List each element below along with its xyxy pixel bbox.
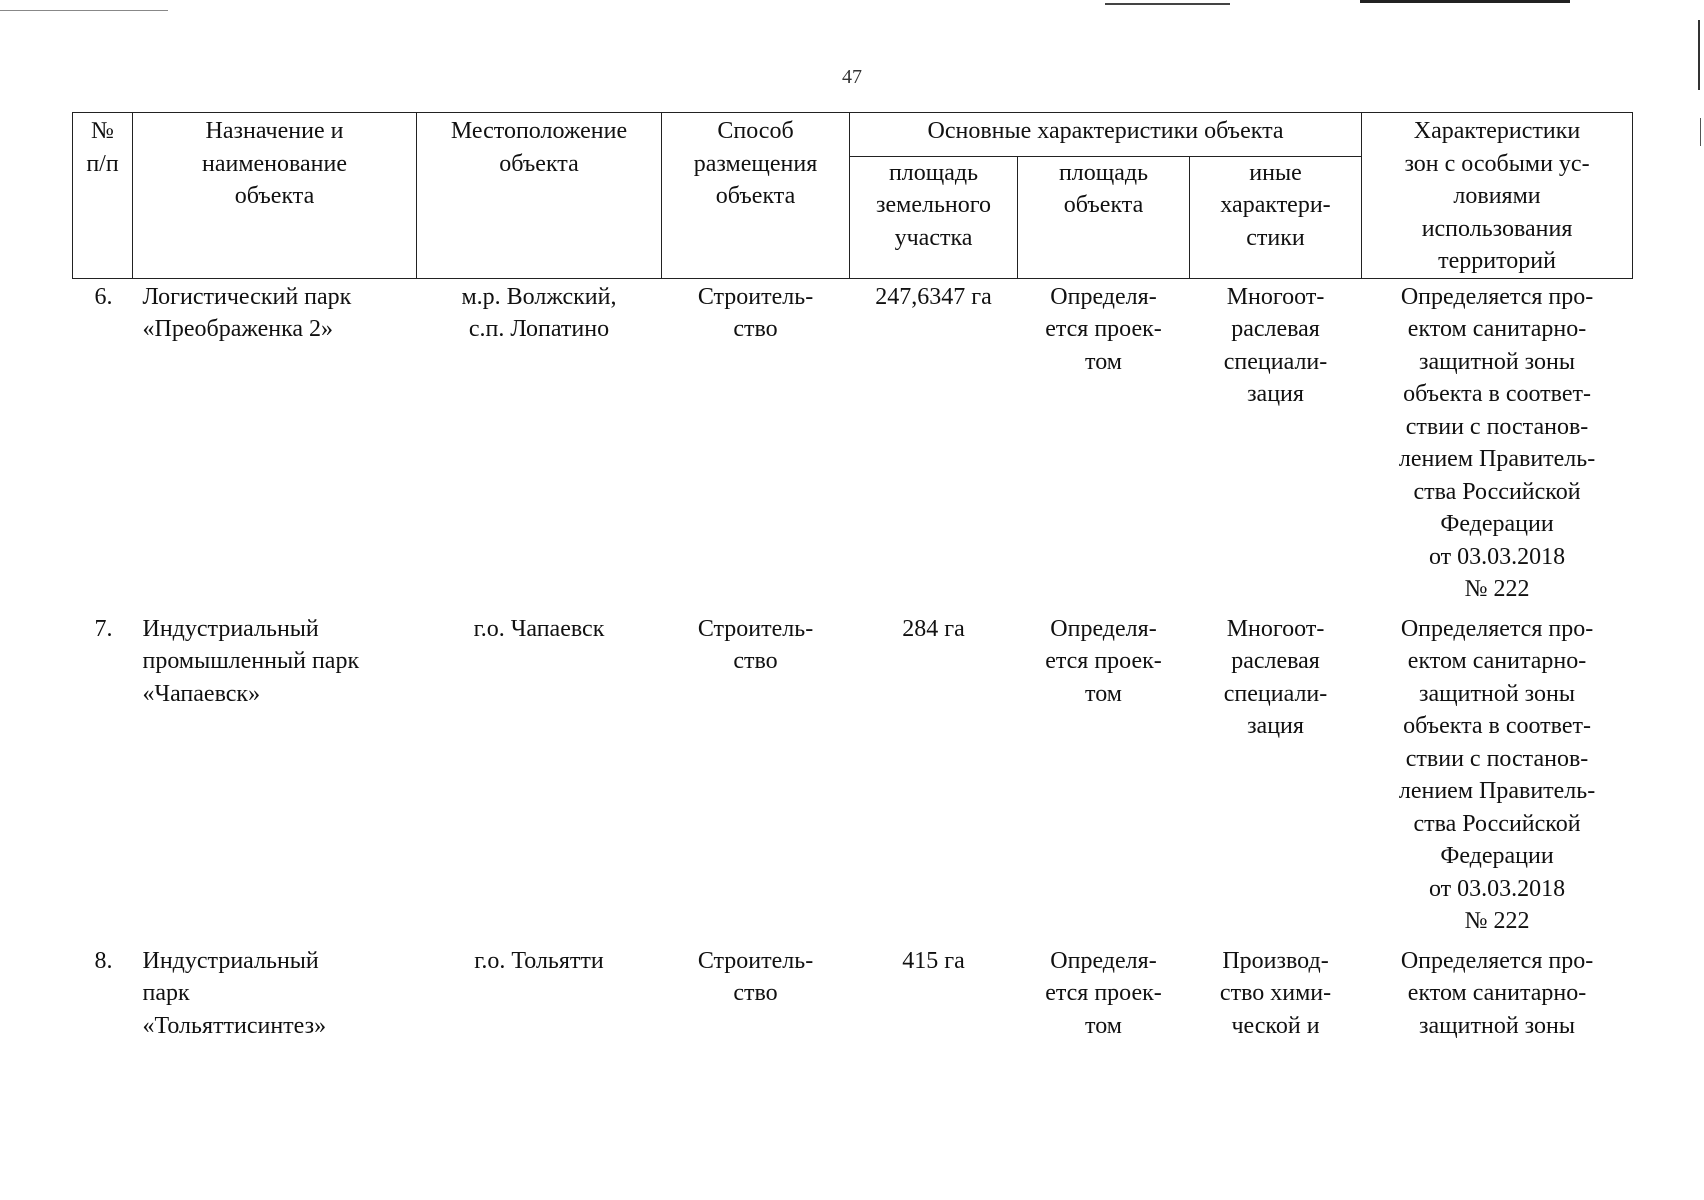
scan-artifact-line xyxy=(1105,3,1230,5)
cell-other: Производ- ство хими- ческой и xyxy=(1219,947,1332,1039)
cell-method: Строитель- ство xyxy=(697,283,814,342)
cell-object-area: Определя- ется проек- том xyxy=(1045,283,1162,375)
cell-zones: Определяется про- ектом санитарно- защитной зоны xyxy=(1400,947,1594,1039)
cell-land-area: 284 га xyxy=(902,615,965,642)
scan-artifact-edge xyxy=(1700,118,1701,146)
header-object-area: площадь объекта xyxy=(1018,156,1190,278)
cell-land-area: 415 га xyxy=(902,947,965,974)
table-row xyxy=(73,943,1633,1065)
cell-location: г.о. Тольятти xyxy=(474,947,604,974)
cell-object-area: Определя- ется проек- том xyxy=(1045,615,1162,707)
header-main-characteristics: Основные характеристики объекта xyxy=(850,113,1362,157)
cell-name: Индустриальный парк «Тольяттисинтез» xyxy=(142,947,327,1039)
cell-num: 8. xyxy=(94,947,113,974)
header-method: Способ размещения объекта xyxy=(662,113,850,279)
page-number: 47 xyxy=(842,66,862,88)
table-header xyxy=(73,113,1633,279)
cell-method: Строитель- ство xyxy=(697,947,814,1006)
cell-zones: Определяется про- ектом санитарно- защитной зоны объекта в соответ- ствии с постанов- лением Правитель- ства Российской Федерации от 03.03.2018 № 222 xyxy=(1398,615,1596,934)
scan-artifact-line xyxy=(0,10,168,11)
table-body xyxy=(73,278,1633,1065)
cell-other: Многоот- раслевая специали- зация xyxy=(1223,615,1328,739)
table-row xyxy=(73,611,1633,943)
header-num: № п/п xyxy=(73,113,133,279)
header-name: Назначение и наименование объекта xyxy=(133,113,417,279)
scan-artifact-line xyxy=(1360,0,1570,3)
header-other: иные характери- стики xyxy=(1190,156,1362,278)
cell-location: м.р. Волжский, с.п. Лопатино xyxy=(461,283,617,342)
objects-table xyxy=(72,112,1633,1065)
cell-location: г.о. Чапаевск xyxy=(473,615,605,642)
cell-zones: Определяется про- ектом санитарно- защитной зоны объекта в соответ- ствии с постанов- лением Правитель- ства Российской Федерации от 03.03.2018 № 222 xyxy=(1398,283,1596,602)
cell-num: 7. xyxy=(94,615,113,642)
cell-num: 6. xyxy=(94,283,113,310)
header-land-area: площадь земельного участка xyxy=(850,156,1018,278)
cell-name: Индустриальный промышленный парк «Чапаевск» xyxy=(142,615,360,707)
cell-land-area: 247,6347 га xyxy=(875,283,992,310)
header-location: Местоположение объекта xyxy=(417,113,662,279)
cell-other: Многоот- раслевая специали- зация xyxy=(1223,283,1328,407)
cell-method: Строитель- ство xyxy=(697,615,814,674)
header-zones: Характеристики зон с особыми ус- ловиями использования территорий xyxy=(1362,113,1633,279)
cell-object-area: Определя- ется проек- том xyxy=(1045,947,1162,1039)
cell-name: Логистический парк «Преображенка 2» xyxy=(142,283,352,342)
table-row xyxy=(73,278,1633,611)
